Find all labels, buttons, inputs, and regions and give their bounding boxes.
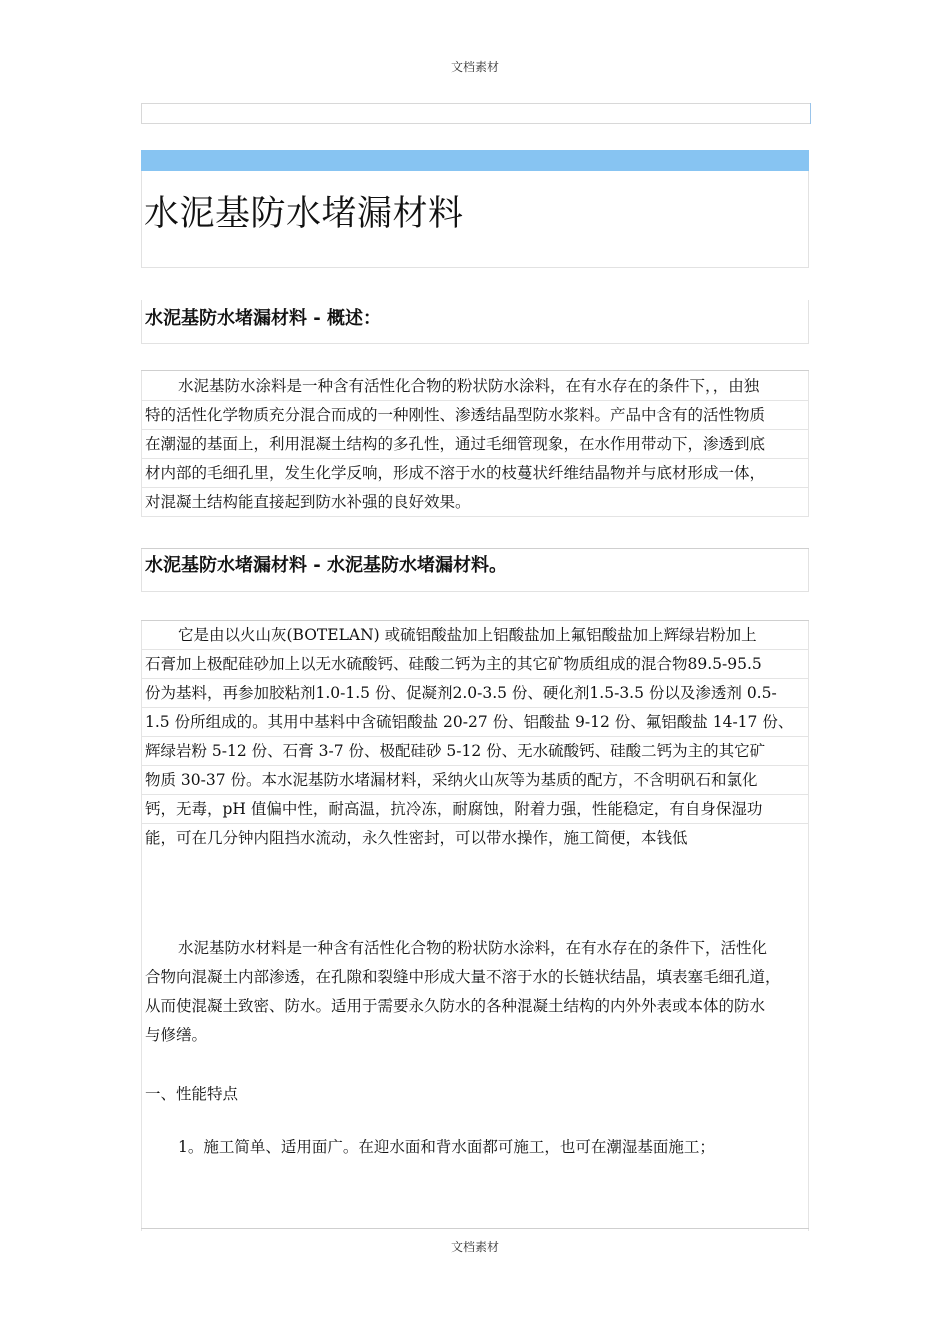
page-footer: 文档素材 (450, 1240, 499, 1254)
page-header: 文档素材 (450, 60, 499, 74)
text-line: 材内部的毛细孔里，发生化学反响，形成不溶于水的枝蔓状纤维结晶物并与底材形成一体， (141, 459, 809, 488)
top-frame (141, 103, 811, 124)
text-line: 石膏加上极配硅砂加上以无水硫酸钙、硅酸二钙为主的其它矿物质组成的混合物89.5-95.5 (141, 650, 809, 679)
text-line: 1.5 份所组成的。其用中基料中含硫铝酸盐 20-27 份、铝酸盐 9-12 份、氟铝酸盐 14-17 份、 (141, 708, 809, 737)
text-line: 水泥基防水涂料是一种含有活性化合物的粉状防水涂料，在有水存在的条件下，，由独 (141, 372, 809, 401)
text-line: 它是由以火山灰(BOTELAN) 或硫铝酸盐加上铝酸盐加上氟铝酸盐加上辉绿岩粉加上 (141, 621, 809, 650)
title-accent-bar (141, 150, 809, 171)
page-title: 水泥基防水堵漏材料 (144, 194, 464, 234)
text-line: 能，可在几分钟内阻挡水流动，永久性密封，可以带水操作，施工简便，本钱低 (145, 829, 688, 847)
features-heading: 一、性能特点 (145, 1085, 239, 1103)
features-item-1: 1。施工简单、适用面广。在迎水面和背水面都可施工，也可在潮湿基面施工； (178, 1138, 715, 1156)
frame-accent (810, 103, 811, 124)
section3-paragraph (141, 934, 809, 1050)
text-line: 对混凝土结构能直接起到防水补强的良好效果。 (141, 488, 809, 517)
text-line: 辉绿岩粉 5-12 份、石膏 3-7 份、极配硅砂 5-12 份、无水硫酸钙、硅酸二钙为主的其它矿 (141, 737, 809, 766)
section2-heading: 水泥基防水堵漏材料 - 水泥基防水堵漏材料。 (145, 555, 508, 576)
section2-paragraph (141, 621, 809, 853)
text-line: 在潮湿的基面上，利用混凝土结构的多孔性，通过毛细管现象，在水作用带动下，渗透到底 (141, 430, 809, 459)
text-line: 份为基料，再参加胶粘剂1.0-1.5 份、促凝剂2.0-3.5 份、硬化剂1.5-3.5 份以及渗透剂 0.5- (141, 679, 809, 708)
text-line: 物质 30-37 份。本水泥基防水堵漏材料，采纳火山灰等为基质的配方，不含明矾石和氯化 (141, 766, 809, 795)
text-line: 水泥基防水材料是一种含有活性化合物的粉状防水涂料，在有水存在的条件下，活性化 (178, 939, 768, 957)
text-line: 特的活性化学物质充分混合而成的一种刚性、渗透结晶型防水浆料。产品中含有的活性物质 (141, 401, 809, 430)
text-line: 从而使混凝土致密、防水。适用于需要永久防水的各种混凝土结构的内外外表或本体的防水 (145, 997, 766, 1015)
section1-paragraph (141, 372, 809, 517)
text-line: 与修缮。 (145, 1026, 208, 1044)
text-line: 钙，无毒，pH 值偏中性，耐高温，抗冷冻，耐腐蚀，附着力强，性能稳定，有自身保湿功 (141, 795, 809, 824)
divider (141, 1228, 809, 1229)
text-line: 合物向混凝土内部渗透，在孔隙和裂缝中形成大量不溶于水的长链状结晶，填表塞毛细孔道， (145, 968, 781, 986)
section1-heading: 水泥基防水堵漏材料 - 概述： (145, 308, 382, 329)
